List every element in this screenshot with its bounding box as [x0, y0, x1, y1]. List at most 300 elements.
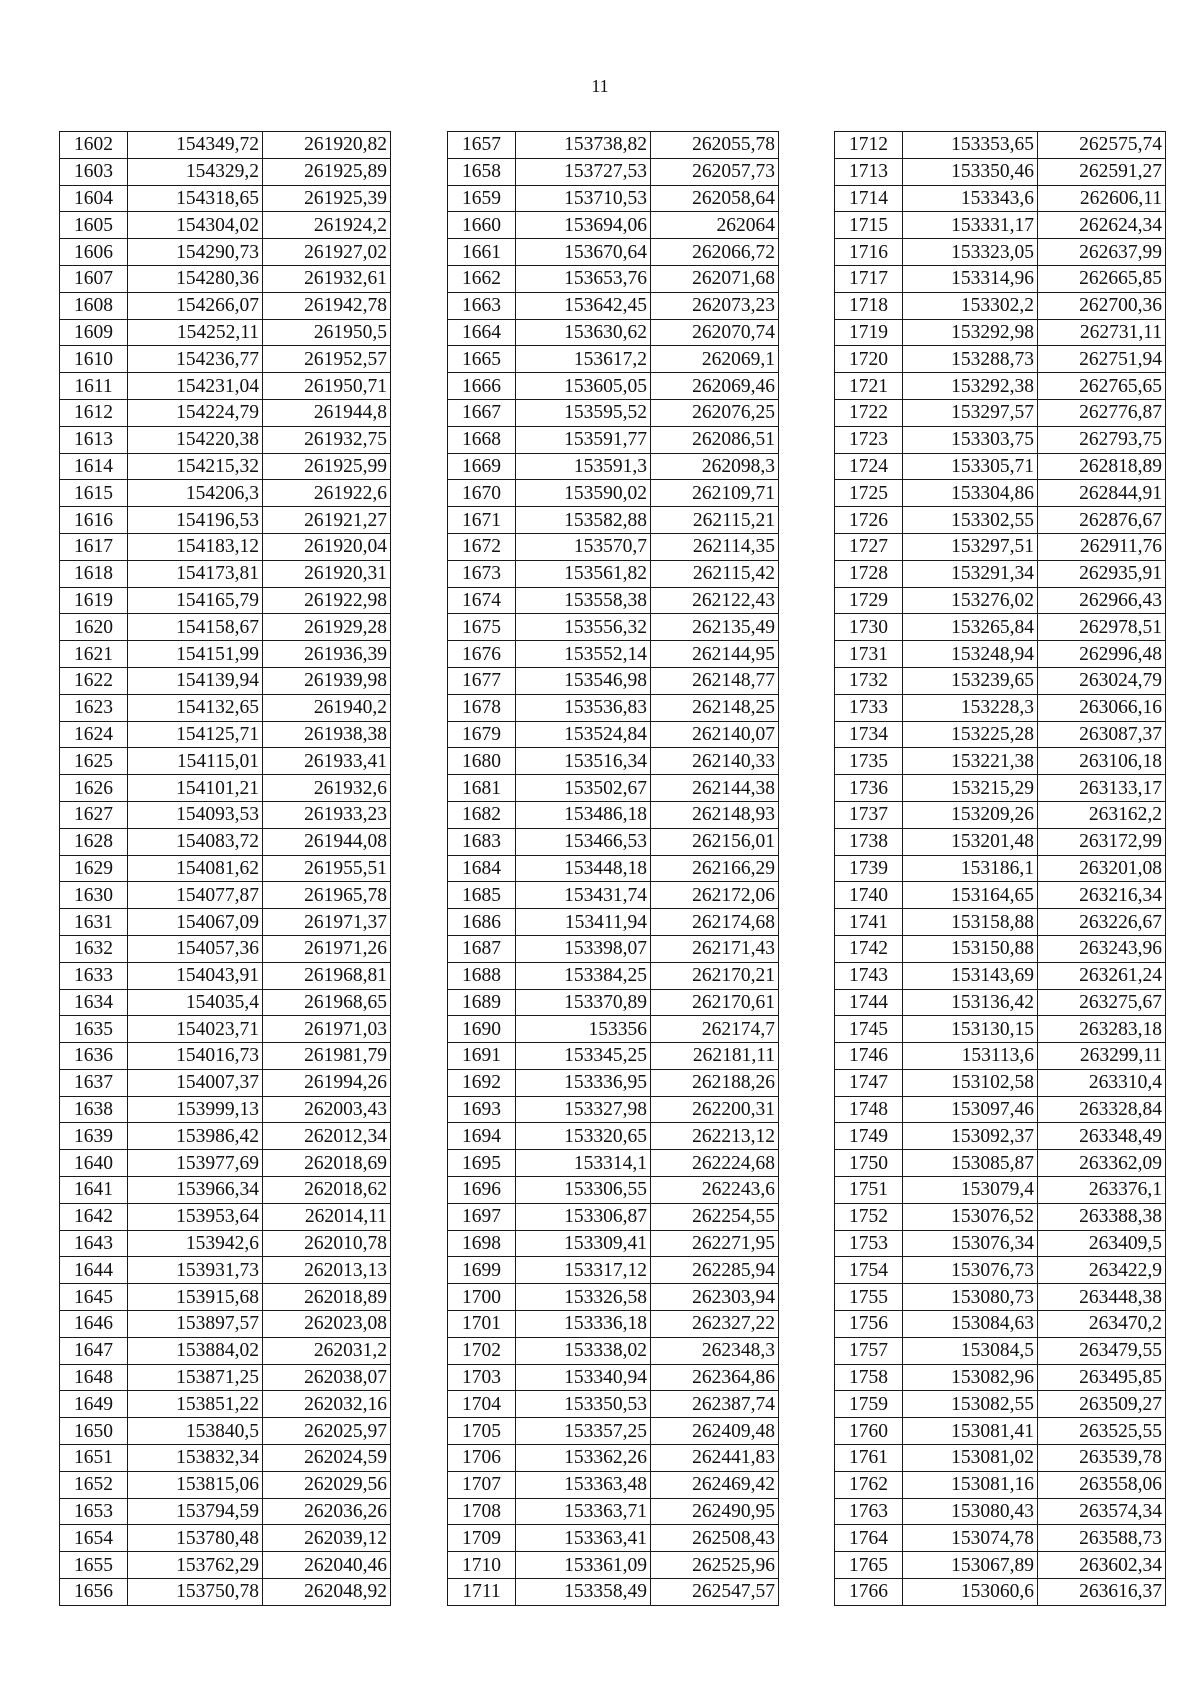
point-number-cell: 1692: [448, 1069, 516, 1096]
x-coordinate-cell: 153502,67: [516, 775, 651, 802]
point-number-cell: 1695: [448, 1150, 516, 1177]
point-number-cell: 1761: [835, 1445, 903, 1472]
y-coordinate-cell: 263106,18: [1038, 748, 1166, 775]
y-coordinate-cell: 262254,55: [651, 1203, 779, 1230]
y-coordinate-cell: 262409,48: [651, 1418, 779, 1445]
y-coordinate-cell: 263283,18: [1038, 1016, 1166, 1043]
table-row: [448, 587, 779, 614]
table-row: [448, 1579, 779, 1606]
point-number-cell: 1610: [60, 346, 128, 373]
x-coordinate-cell: 153336,95: [516, 1069, 651, 1096]
x-coordinate-cell: 153081,02: [903, 1445, 1038, 1472]
table-row: [835, 1123, 1166, 1150]
point-number-cell: 1668: [448, 426, 516, 453]
x-coordinate-cell: 153590,02: [516, 480, 651, 507]
x-coordinate-cell: 153297,51: [903, 533, 1038, 560]
point-number-cell: 1717: [835, 265, 903, 292]
point-number-cell: 1754: [835, 1257, 903, 1284]
x-coordinate-cell: 153130,15: [903, 1016, 1038, 1043]
table-row: [835, 909, 1166, 936]
x-coordinate-cell: 153871,25: [128, 1364, 263, 1391]
point-number-cell: 1670: [448, 480, 516, 507]
x-coordinate-cell: 154101,21: [128, 775, 263, 802]
y-coordinate-cell: 262751,94: [1038, 346, 1166, 373]
point-number-cell: 1648: [60, 1364, 128, 1391]
point-number-cell: 1678: [448, 694, 516, 721]
point-number-cell: 1620: [60, 614, 128, 641]
y-coordinate-cell: 262793,75: [1038, 426, 1166, 453]
table-row: [60, 1043, 391, 1070]
point-number-cell: 1673: [448, 560, 516, 587]
x-coordinate-cell: 153384,25: [516, 962, 651, 989]
table-row: [60, 828, 391, 855]
y-coordinate-cell: 262665,85: [1038, 265, 1166, 292]
table-row: [60, 1177, 391, 1204]
point-number-cell: 1617: [60, 533, 128, 560]
table-row: [835, 533, 1166, 560]
point-number-cell: 1714: [835, 185, 903, 212]
x-coordinate-cell: 154236,77: [128, 346, 263, 373]
x-coordinate-cell: 153150,88: [903, 935, 1038, 962]
table-row: [448, 1123, 779, 1150]
x-coordinate-cell: 153201,48: [903, 828, 1038, 855]
page-number: 11: [591, 76, 609, 96]
x-coordinate-cell: 153670,64: [516, 239, 651, 266]
point-number-cell: 1729: [835, 587, 903, 614]
y-coordinate-cell: 262122,43: [651, 587, 779, 614]
y-coordinate-cell: 261968,65: [263, 989, 391, 1016]
point-number-cell: 1611: [60, 373, 128, 400]
point-number-cell: 1689: [448, 989, 516, 1016]
x-coordinate-cell: 153516,34: [516, 748, 651, 775]
y-coordinate-cell: 262271,95: [651, 1230, 779, 1257]
y-coordinate-cell: 261965,78: [263, 882, 391, 909]
x-coordinate-cell: 153158,88: [903, 909, 1038, 936]
x-coordinate-cell: 154215,32: [128, 453, 263, 480]
table-row: [60, 1552, 391, 1579]
y-coordinate-cell: 262086,51: [651, 426, 779, 453]
y-coordinate-cell: 262070,74: [651, 319, 779, 346]
y-coordinate-cell: 262135,49: [651, 614, 779, 641]
y-coordinate-cell: 262109,71: [651, 480, 779, 507]
point-number-cell: 1734: [835, 721, 903, 748]
y-coordinate-cell: 261944,08: [263, 828, 391, 855]
point-number-cell: 1602: [60, 132, 128, 159]
y-coordinate-cell: 261950,5: [263, 319, 391, 346]
y-coordinate-cell: 263588,73: [1038, 1525, 1166, 1552]
table-row: [60, 1445, 391, 1472]
x-coordinate-cell: 153953,64: [128, 1203, 263, 1230]
y-coordinate-cell: 262071,68: [651, 265, 779, 292]
table-row: [60, 1579, 391, 1606]
point-number-cell: 1680: [448, 748, 516, 775]
y-coordinate-cell: 262387,74: [651, 1391, 779, 1418]
x-coordinate-cell: 153276,02: [903, 587, 1038, 614]
y-coordinate-cell: 262637,99: [1038, 239, 1166, 266]
coordinate-table-body: [60, 132, 391, 1606]
y-coordinate-cell: 261950,71: [263, 373, 391, 400]
y-coordinate-cell: 261933,23: [263, 801, 391, 828]
y-coordinate-cell: 261932,6: [263, 775, 391, 802]
table-row: [448, 748, 779, 775]
x-coordinate-cell: 153291,34: [903, 560, 1038, 587]
point-number-cell: 1658: [448, 158, 516, 185]
x-coordinate-cell: 153552,14: [516, 641, 651, 668]
table-row: [448, 1096, 779, 1123]
point-number-cell: 1728: [835, 560, 903, 587]
point-number-cell: 1664: [448, 319, 516, 346]
point-number-cell: 1683: [448, 828, 516, 855]
x-coordinate-cell: 154043,91: [128, 962, 263, 989]
y-coordinate-cell: 261971,03: [263, 1016, 391, 1043]
x-coordinate-cell: 153884,02: [128, 1337, 263, 1364]
y-coordinate-cell: 262348,3: [651, 1337, 779, 1364]
point-number-cell: 1652: [60, 1471, 128, 1498]
table-row: [835, 1257, 1166, 1284]
point-number-cell: 1632: [60, 935, 128, 962]
x-coordinate-cell: 153164,65: [903, 882, 1038, 909]
table-row: [835, 560, 1166, 587]
x-coordinate-cell: 154231,04: [128, 373, 263, 400]
table-row: [835, 1579, 1166, 1606]
x-coordinate-cell: 154224,79: [128, 399, 263, 426]
x-coordinate-cell: 153345,25: [516, 1043, 651, 1070]
point-number-cell: 1698: [448, 1230, 516, 1257]
table-row: [60, 1364, 391, 1391]
point-number-cell: 1721: [835, 373, 903, 400]
table-row: [448, 775, 779, 802]
table-row: [60, 265, 391, 292]
table-row: [835, 319, 1166, 346]
point-number-cell: 1603: [60, 158, 128, 185]
point-number-cell: 1738: [835, 828, 903, 855]
y-coordinate-cell: 262003,43: [263, 1096, 391, 1123]
point-number-cell: 1731: [835, 641, 903, 668]
y-coordinate-cell: 263376,1: [1038, 1177, 1166, 1204]
y-coordinate-cell: 262048,92: [263, 1579, 391, 1606]
y-coordinate-cell: 261955,51: [263, 855, 391, 882]
y-coordinate-cell: 263448,38: [1038, 1284, 1166, 1311]
point-number-cell: 1757: [835, 1337, 903, 1364]
x-coordinate-cell: 154318,65: [128, 185, 263, 212]
point-number-cell: 1735: [835, 748, 903, 775]
table-row: [448, 1391, 779, 1418]
point-number-cell: 1710: [448, 1552, 516, 1579]
table-row: [60, 667, 391, 694]
point-number-cell: 1660: [448, 212, 516, 239]
table-row: [448, 882, 779, 909]
table-row: [835, 292, 1166, 319]
y-coordinate-cell: 262024,59: [263, 1445, 391, 1472]
y-coordinate-cell: 262876,67: [1038, 507, 1166, 534]
table-row: [60, 1069, 391, 1096]
x-coordinate-cell: 154280,36: [128, 265, 263, 292]
table-row: [60, 1418, 391, 1445]
y-coordinate-cell: 262064: [651, 212, 779, 239]
x-coordinate-cell: 154220,38: [128, 426, 263, 453]
x-coordinate-cell: 153363,41: [516, 1525, 651, 1552]
y-coordinate-cell: 263509,27: [1038, 1391, 1166, 1418]
table-row: [448, 1069, 779, 1096]
point-number-cell: 1718: [835, 292, 903, 319]
table-row: [448, 373, 779, 400]
x-coordinate-cell: 153302,55: [903, 507, 1038, 534]
y-coordinate-cell: 262935,91: [1038, 560, 1166, 587]
y-coordinate-cell: 262055,78: [651, 132, 779, 159]
point-number-cell: 1666: [448, 373, 516, 400]
point-number-cell: 1649: [60, 1391, 128, 1418]
x-coordinate-cell: 153350,46: [903, 158, 1038, 185]
table-row: [448, 614, 779, 641]
point-number-cell: 1636: [60, 1043, 128, 1070]
x-coordinate-cell: 153186,1: [903, 855, 1038, 882]
y-coordinate-cell: 262023,08: [263, 1311, 391, 1338]
point-number-cell: 1681: [448, 775, 516, 802]
table-row: [60, 721, 391, 748]
x-coordinate-cell: 153536,83: [516, 694, 651, 721]
x-coordinate-cell: 153080,73: [903, 1284, 1038, 1311]
point-number-cell: 1711: [448, 1579, 516, 1606]
point-number-cell: 1733: [835, 694, 903, 721]
x-coordinate-cell: 153694,06: [516, 212, 651, 239]
table-row: [835, 399, 1166, 426]
point-number-cell: 1618: [60, 560, 128, 587]
point-number-cell: 1625: [60, 748, 128, 775]
table-row: [448, 694, 779, 721]
x-coordinate-cell: 153561,82: [516, 560, 651, 587]
y-coordinate-cell: 261924,2: [263, 212, 391, 239]
point-number-cell: 1615: [60, 480, 128, 507]
point-number-cell: 1706: [448, 1445, 516, 1472]
table-row: [835, 1284, 1166, 1311]
table-row: [60, 346, 391, 373]
y-coordinate-cell: 262911,76: [1038, 533, 1166, 560]
table-row: [835, 962, 1166, 989]
x-coordinate-cell: 153309,41: [516, 1230, 651, 1257]
y-coordinate-cell: 262776,87: [1038, 399, 1166, 426]
point-number-cell: 1634: [60, 989, 128, 1016]
x-coordinate-cell: 154151,99: [128, 641, 263, 668]
y-coordinate-cell: 262018,69: [263, 1150, 391, 1177]
y-coordinate-cell: 262547,57: [651, 1579, 779, 1606]
y-coordinate-cell: 263087,37: [1038, 721, 1166, 748]
y-coordinate-cell: 261921,27: [263, 507, 391, 534]
point-number-cell: 1643: [60, 1230, 128, 1257]
point-number-cell: 1756: [835, 1311, 903, 1338]
x-coordinate-cell: 154083,72: [128, 828, 263, 855]
x-coordinate-cell: 154093,53: [128, 801, 263, 828]
x-coordinate-cell: 153327,98: [516, 1096, 651, 1123]
table-row: [60, 1471, 391, 1498]
point-number-cell: 1719: [835, 319, 903, 346]
x-coordinate-cell: 153076,52: [903, 1203, 1038, 1230]
table-row: [448, 855, 779, 882]
point-number-cell: 1742: [835, 935, 903, 962]
x-coordinate-cell: 153750,78: [128, 1579, 263, 1606]
point-number-cell: 1633: [60, 962, 128, 989]
table-row: [448, 185, 779, 212]
point-number-cell: 1752: [835, 1203, 903, 1230]
x-coordinate-cell: 153225,28: [903, 721, 1038, 748]
x-coordinate-cell: 153067,89: [903, 1552, 1038, 1579]
y-coordinate-cell: 262013,13: [263, 1257, 391, 1284]
x-coordinate-cell: 153353,65: [903, 132, 1038, 159]
point-number-cell: 1737: [835, 801, 903, 828]
x-coordinate-cell: 153986,42: [128, 1123, 263, 1150]
point-number-cell: 1726: [835, 507, 903, 534]
table-row: [448, 721, 779, 748]
table-row: [60, 1498, 391, 1525]
point-number-cell: 1651: [60, 1445, 128, 1472]
coordinate-table-body: [448, 132, 779, 1606]
table-row: [448, 1498, 779, 1525]
table-row: [448, 507, 779, 534]
point-number-cell: 1676: [448, 641, 516, 668]
point-number-cell: 1712: [835, 132, 903, 159]
table-row: [835, 1364, 1166, 1391]
x-coordinate-cell: 153314,1: [516, 1150, 651, 1177]
x-coordinate-cell: 153305,71: [903, 453, 1038, 480]
table-row: [60, 373, 391, 400]
y-coordinate-cell: 263479,55: [1038, 1337, 1166, 1364]
table-row: [835, 346, 1166, 373]
table-row: [835, 1043, 1166, 1070]
point-number-cell: 1741: [835, 909, 903, 936]
x-coordinate-cell: 153209,26: [903, 801, 1038, 828]
point-number-cell: 1760: [835, 1418, 903, 1445]
y-coordinate-cell: 261933,41: [263, 748, 391, 775]
point-number-cell: 1705: [448, 1418, 516, 1445]
table-row: [448, 1043, 779, 1070]
y-coordinate-cell: 262978,51: [1038, 614, 1166, 641]
y-coordinate-cell: 263409,5: [1038, 1230, 1166, 1257]
table-row: [60, 1096, 391, 1123]
table-row: [448, 1150, 779, 1177]
x-coordinate-cell: 153999,13: [128, 1096, 263, 1123]
point-number-cell: 1655: [60, 1552, 128, 1579]
point-number-cell: 1674: [448, 587, 516, 614]
table-row: [835, 1230, 1166, 1257]
y-coordinate-cell: 262606,11: [1038, 185, 1166, 212]
point-number-cell: 1755: [835, 1284, 903, 1311]
table-row: [60, 775, 391, 802]
point-number-cell: 1751: [835, 1177, 903, 1204]
x-coordinate-cell: 153102,58: [903, 1069, 1038, 1096]
table-row: [60, 319, 391, 346]
y-coordinate-cell: 262012,34: [263, 1123, 391, 1150]
x-coordinate-cell: 154206,3: [128, 480, 263, 507]
table-row: [60, 1525, 391, 1552]
point-number-cell: 1667: [448, 399, 516, 426]
y-coordinate-cell: 262025,97: [263, 1418, 391, 1445]
table-row: [835, 1471, 1166, 1498]
y-coordinate-cell: 262200,31: [651, 1096, 779, 1123]
x-coordinate-cell: 153546,98: [516, 667, 651, 694]
y-coordinate-cell: 261925,89: [263, 158, 391, 185]
y-coordinate-cell: 263495,85: [1038, 1364, 1166, 1391]
table-row: [60, 1016, 391, 1043]
table-row: [60, 1203, 391, 1230]
table-row: [60, 212, 391, 239]
x-coordinate-cell: 153080,43: [903, 1498, 1038, 1525]
y-coordinate-cell: 261981,79: [263, 1043, 391, 1070]
table-row: [835, 882, 1166, 909]
y-coordinate-cell: 261920,31: [263, 560, 391, 587]
x-coordinate-cell: 153630,62: [516, 319, 651, 346]
y-coordinate-cell: 262188,26: [651, 1069, 779, 1096]
x-coordinate-cell: 153248,94: [903, 641, 1038, 668]
y-coordinate-cell: 262066,72: [651, 239, 779, 266]
table-row: [60, 1284, 391, 1311]
y-coordinate-cell: 261920,04: [263, 533, 391, 560]
x-coordinate-cell: 154266,07: [128, 292, 263, 319]
y-coordinate-cell: 262010,78: [263, 1230, 391, 1257]
table-row: [835, 132, 1166, 159]
y-coordinate-cell: 262148,25: [651, 694, 779, 721]
x-coordinate-cell: 153228,3: [903, 694, 1038, 721]
table-row: [448, 239, 779, 266]
table-row: [448, 453, 779, 480]
x-coordinate-cell: 154290,73: [128, 239, 263, 266]
x-coordinate-cell: 153595,52: [516, 399, 651, 426]
x-coordinate-cell: 153727,53: [516, 158, 651, 185]
x-coordinate-cell: 153292,38: [903, 373, 1038, 400]
point-number-cell: 1604: [60, 185, 128, 212]
table-row: [448, 1525, 779, 1552]
table-row: [448, 346, 779, 373]
y-coordinate-cell: 262171,43: [651, 935, 779, 962]
y-coordinate-cell: 263558,06: [1038, 1471, 1166, 1498]
table-row: [835, 1150, 1166, 1177]
x-coordinate-cell: 153288,73: [903, 346, 1038, 373]
table-row: [835, 1203, 1166, 1230]
y-coordinate-cell: 262765,65: [1038, 373, 1166, 400]
y-coordinate-cell: 262148,93: [651, 801, 779, 828]
table-row: [60, 1230, 391, 1257]
point-number-cell: 1639: [60, 1123, 128, 1150]
point-number-cell: 1662: [448, 265, 516, 292]
table-row: [835, 855, 1166, 882]
table-row: [835, 426, 1166, 453]
point-number-cell: 1642: [60, 1203, 128, 1230]
point-number-cell: 1690: [448, 1016, 516, 1043]
point-number-cell: 1608: [60, 292, 128, 319]
table-row: [835, 614, 1166, 641]
y-coordinate-cell: 262844,91: [1038, 480, 1166, 507]
table-row: [835, 721, 1166, 748]
y-coordinate-cell: 263172,99: [1038, 828, 1166, 855]
table-row: [448, 641, 779, 668]
point-number-cell: 1758: [835, 1364, 903, 1391]
y-coordinate-cell: 261922,6: [263, 480, 391, 507]
point-number-cell: 1631: [60, 909, 128, 936]
point-number-cell: 1661: [448, 239, 516, 266]
table-row: [448, 212, 779, 239]
point-number-cell: 1614: [60, 453, 128, 480]
table-row: [835, 265, 1166, 292]
y-coordinate-cell: 262327,22: [651, 1311, 779, 1338]
y-coordinate-cell: 261938,38: [263, 721, 391, 748]
x-coordinate-cell: 153448,18: [516, 855, 651, 882]
point-number-cell: 1672: [448, 533, 516, 560]
x-coordinate-cell: 153084,5: [903, 1337, 1038, 1364]
point-number-cell: 1708: [448, 1498, 516, 1525]
x-coordinate-cell: 154057,36: [128, 935, 263, 962]
table-row: [60, 560, 391, 587]
x-coordinate-cell: 153897,57: [128, 1311, 263, 1338]
table-row: [60, 855, 391, 882]
table-row: [60, 1150, 391, 1177]
